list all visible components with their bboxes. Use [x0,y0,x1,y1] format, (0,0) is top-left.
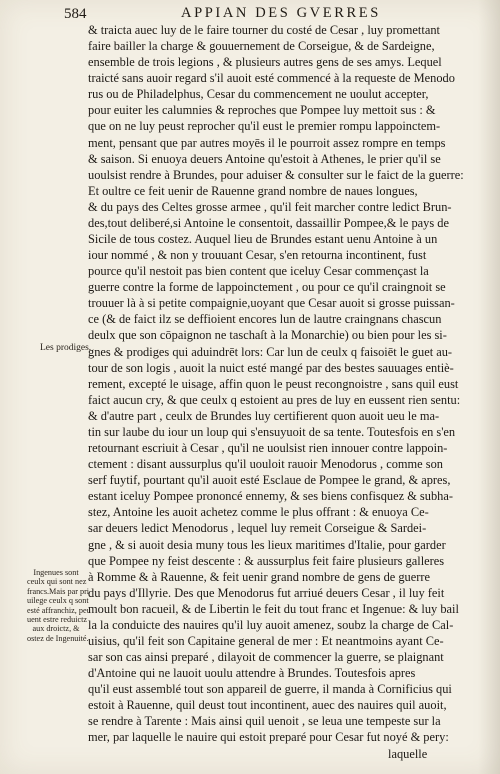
text-line: tin sur laube du iour un loup qui s'ensuyuoit de sa tente. Toutesfois en s'en [88,424,456,439]
text-line: serf fuytif, pourtant qu'il auoit esté Esclaue de Pompee le grand, & apres, [88,473,451,488]
page-number: 584 [64,6,87,22]
margin-note-line: aux droictz, & [32,624,80,634]
text-line: trouuer là à si petite compaignie,uoyant que Cesar auoit si grosse puissan- [88,296,455,311]
margin-note-line: uent estre reduictz [27,615,88,625]
margin-note-line: ostez de Ingenuité. [27,633,89,643]
text-line: gnes & prodiges qui aduindrēt lors: Car lun de ceulx q faisoiēt le guet au- [88,344,453,359]
margin-note-line: francs.Mais par pri [27,586,90,596]
text-line: estant iceluy Pompee prononcé ennemy, & ses biens confisquez & subha- [88,489,453,504]
margin-note-prodiges: Les prodiges. [40,343,92,353]
text-line: moult bon racueil, & de Libertin le feit du tout franc et Ingenue: & luy bail [88,601,459,616]
text-line: sar deuers ledict Menodorus , lequel luy remeit Corseigue & Sardei- [88,521,427,536]
text-line: gne , & si auoit desia muny tous les lieux maritimes d'Italie, pour garder [88,537,446,552]
text-line: la la conduicte des nauires qu'il luy auoit amenez, soubz la charge de Cal- [88,617,454,632]
margin-note-line: uilege ceulx q sont [27,596,89,606]
text-line: à Romme & à Rauenne, & feit uenir grand nombre de gens de guerre [88,569,431,584]
text-line: ment, pensant que par autres moyēs il le pourroit assez rompre en temps [88,135,446,150]
text-line: sar son cas ainsi preparé , dilayoit de commencer la guerre, se plaignant [88,650,444,665]
text-line: d'Antoine qui ne lauoit uoulu attendre à Brundes. Toutesfois apres [88,666,416,681]
text-line: Et oultre ce feit uenir de Rauenne grand nombre de naues longues, [88,183,418,198]
text-line: ensemble de trois legions , & plusieurs autres gens de ses amys. Lequel [88,55,442,70]
catchword: laquelle [388,746,428,761]
text-line: rus ou de Philadelphus, Cesar du commencement ne uoulut accepter, [88,87,429,102]
text-line: guerre contre la forme de lappoinctement , ou pour ce qu'il craingnoit se [88,280,446,295]
text-line: que Pompee ny feist descente : & aussurplus feit faire plusieurs galleres [88,553,445,568]
body-text [88,22,488,762]
text-line: tour de son logis , auoit la nuict esté mangé par des bestes sauuages entiè- [88,360,454,375]
margin-note-line: Ingenues sont [33,568,79,577]
text-line: du pays d'Illyrie. Des que Menodorus fut arriué deuers Cesar , il luy feit [88,585,445,600]
text-line: pource qu'il nestoit pas bien content que iceluy Cesar commençast la [88,264,429,279]
margin-note-ingenues [27,568,91,643]
text-line: ce (& de faict ilz se deffioient encores lun de lautre craingnans chascun [88,312,442,327]
text-line: des,tout deliberé,si Antoine le consentoit, dassaillir Pompee,& le pays de [88,215,449,230]
text-line: faict aucun cry, & que ceulx q estoient au pres de luy en eussent rien sentu: [88,392,461,407]
text-line: Sicile de tous costez. Auquel lieu de Brundes estant uenu Antoine à un [88,232,438,247]
margin-note-line: ceulx qui sont nez [27,577,87,587]
text-line: estoit à Rauenne, quil deust tout incontinent, auec des nauires quil auoit, [88,698,447,713]
text-line: stez, Antoine les auoit achetez comme le plus offrant : & enuoya Ce- [88,505,429,520]
text-line: uoulsist rendre à Brundes, pour aduiser & consulter sur le faict de la guerre: [88,167,464,182]
text-line: se rendre à Tarente : Mais ainsi quil uenoit , se leua une tempeste sur la [88,714,441,729]
text-line: ctement : disant aussurplus qu'il uouloit rauoir Menodorus , comme son [88,457,443,472]
text-line: traicté sans auoir regard s'il auoit esté commencé à la requeste de Menodo [88,71,455,86]
text-line: & d'autre part , ceulx de Brundes luy certifierent quon auoit ueu le ma- [88,408,440,423]
text-line: & saison. Si enuoya deuers Antoine qu'estoit à Athenes, le prier qu'il se [88,151,441,166]
text-line: qu'il eust assemblé tout son appareil de guerre, il manda à Cornificius qui [88,682,452,697]
text-line: mer, par laquelle le nauire qui estoit preparé pour Cesar fut noyé & pery: [88,730,449,745]
text-line: rement, excepté le uisage, affin quon le peust recongnoistre , sans quil eust [88,376,459,391]
running-head: APPIAN DES GVERRES [181,5,381,21]
text-line: uisius, qu'il feit son Capitaine general de mer : Et neantmoins ayant Ce- [88,633,444,648]
text-line: & du pays des Celtes grosse armee , qu'il feit marcher contre ledict Brun- [88,199,452,214]
text-line: retournant escriuit à Cesar , qu'il ne uoulsist rien innouer contre lappoin- [88,441,448,456]
text-line: & traicta auec luy de le faire tourner du costé de Cesar , luy promettant [88,23,440,37]
text-line: que on ne luy peust reprocher qu'il eust le premier rompu lappoinctem- [88,119,441,134]
margin-note-line: esté affranchiz, peu [27,605,91,615]
text-line: iour nommé , & non y trouuant Cesar, s'en retourna incontinent, fust [88,248,427,263]
text-line: deulx que son cōpaignon ne taschaſt à la Monarchie) ou bien pour les si- [88,328,447,343]
text-line: pour euiter les calumnies & reproches que Pompee luy mettoit sus : & [88,103,436,118]
text-line: faire bailler la charge & gouuernement de Corseigue, & de Sardeigne, [88,39,435,54]
